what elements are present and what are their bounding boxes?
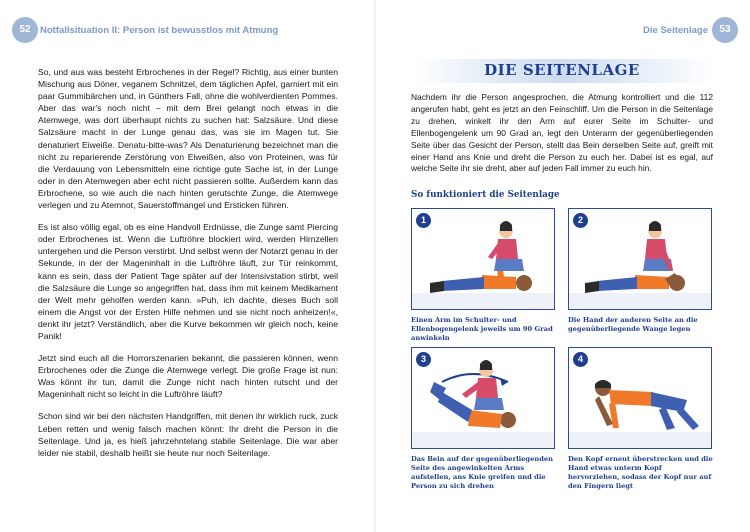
page-title: DIE SEITENLAGE	[484, 61, 640, 79]
running-head-left: Notfallsituation II: Person ist bewusstlos mit Atmung	[40, 25, 279, 36]
subheading: So funktioniert die Seitenlage	[411, 190, 560, 200]
running-head-right: Die Seitenlage	[643, 25, 708, 36]
recovery-position-step-4-illustration	[569, 348, 711, 448]
step-1-illustration	[411, 208, 555, 310]
step-number-badge: 2	[573, 213, 588, 228]
step-number-badge: 4	[573, 352, 588, 367]
step-3-illustration	[411, 347, 555, 449]
recovery-position-step-2-illustration	[569, 209, 711, 309]
right-page	[375, 0, 750, 532]
paragraph: So, und aus was besteht Erbrochenes in der Regel? Richtig, aus einer bunten Mischung aus Döner, veganem Schnitzel, dem täglichen Apfel, garniert mit ein paar Gummibärchen und, in Günthers Fall, ohne die wohlverdienten Pommes. Aber das war's noch nicht – mit dem Brei gelangt noch etwas in die Atemwege, was dort überhaupt nichts zu suchen hat: Salzsäure. Und diese Salzsäure macht in der Lunge genau das, was sie im Magen tut. Sie denaturiert Eiweiße. Denatu-bitte-was? Als Denaturierung bezeichnet man die nicht zu reparierende Zerstörung von Eiweißen, also von Proteinen, was für die Verdauung von Lebensmitteln eine richtige gute Sache ist, in der Lunge oder in den Atemwegen aber echt nicht passieren sollte. Außerdem kann das Erbrochene, so wie auch die nach hinten gerutschte Zunge, die Atemwege verlegen und zu Atemnot, Sauerstoffmangel und Ersticken führen.	[38, 67, 338, 211]
intro-text: Nachdem ihr die Person angesprochen, die Atmung kontrolliert und die 112 angerufen habt, geht es jetzt an den Feinschliff. Um die Person in die Seitenlage zu drehen, winkelt ihr den Arm auf eurer Seite im Schulter- und Ellenbogengelenk um 90 Grad an, legt den Unterarm der gegenüberliegenden Seite über das Gesicht der Person, stellt das Bein derselben Seite auf, greift mit einer Hand ans Knie und dreht die Person zu euch her. Dabei ist es egal, auf welche Seite ihr sie dreht, aber auf jeden Fall immer zu euch hin.	[411, 92, 713, 174]
left-body-text	[38, 66, 338, 469]
step-2-illustration	[568, 208, 712, 310]
recovery-position-step-3-illustration	[412, 348, 554, 448]
paragraph: Schon sind wir bei den nächsten Handgriffen, mit denen ihr wirklich ruck, zuck Leben retten und wenig falsch machen könnt: Ihr dreht die Person in die Seitenlage. Und ja, es hieß jahrzehntelang stabile Seitenlage. Die war aber leider nie stabil, deshalb heißt sie heute nur noch Seitenlage.	[38, 411, 338, 458]
step-caption: Die Hand der anderen Seite an die gegenüberliegende Wange legen	[568, 316, 698, 333]
step-caption: Das Bein auf der gegenüberliegenden Seite des angewinkelten Arms aufstellen, ans Knie greifen und die Person zu sich drehen	[411, 455, 554, 490]
page-number-right: 53	[712, 17, 738, 43]
paragraph: Es ist also völlig egal, ob es eine Handvoll Erdnüsse, die Zunge samt Piercing oder Erbrochenes ist. Wenn die Luftröhre blockiert wird, werden Hirnzellen untergehen und die Person verstirbt. Und selbst wenn der Notarzt genau in der Sekunde, in der der Mageninhalt in die Luftröhre läuft, zur Tür reinkommt, kann es sein, dass der Patient Tage später auf der Intensivstation stirbt, weil die Salzsäure die Lunge so angegriffen hat, dass ihm mit keinem Medikament der Welt mehr geholfen werden kann. »Puh, ich dachte, dieses Buch soll einem die Angst vor der Ersten Hilfe nehmen und sie nicht noch anheizen!«, denkt ihr jetzt? Verständlich, aber die Kurve bekommen wir gleich noch, keine Panik!	[38, 222, 339, 341]
paragraph: Jetzt sind euch all die Horrorszenarien bekannt, die passieren können, wenn Erbrochenes oder die Zunge die Atemwege verlegt. Die große Frage ist nun: Was könnt ihr tun, damit die Zunge nicht nach hinten rutscht und der Mageninhalt nicht so leicht in die Luftröhre läuft?	[38, 353, 338, 400]
step-number-badge: 1	[416, 213, 431, 228]
recovery-position-step-1-illustration	[412, 209, 554, 309]
step-caption: Den Kopf erneut überstrecken und die Hand etwas unterm Kopf hervorziehen, sodass der Kopf nur auf den Fingern liegt	[568, 455, 713, 490]
step-caption: Einen Arm im Schulter- und Ellenbogengelenk jeweils um 90 Grad anwinkeln	[411, 316, 553, 342]
page-number-left: 52	[12, 17, 38, 43]
step-number-badge: 3	[416, 352, 431, 367]
step-4-illustration	[568, 347, 712, 449]
